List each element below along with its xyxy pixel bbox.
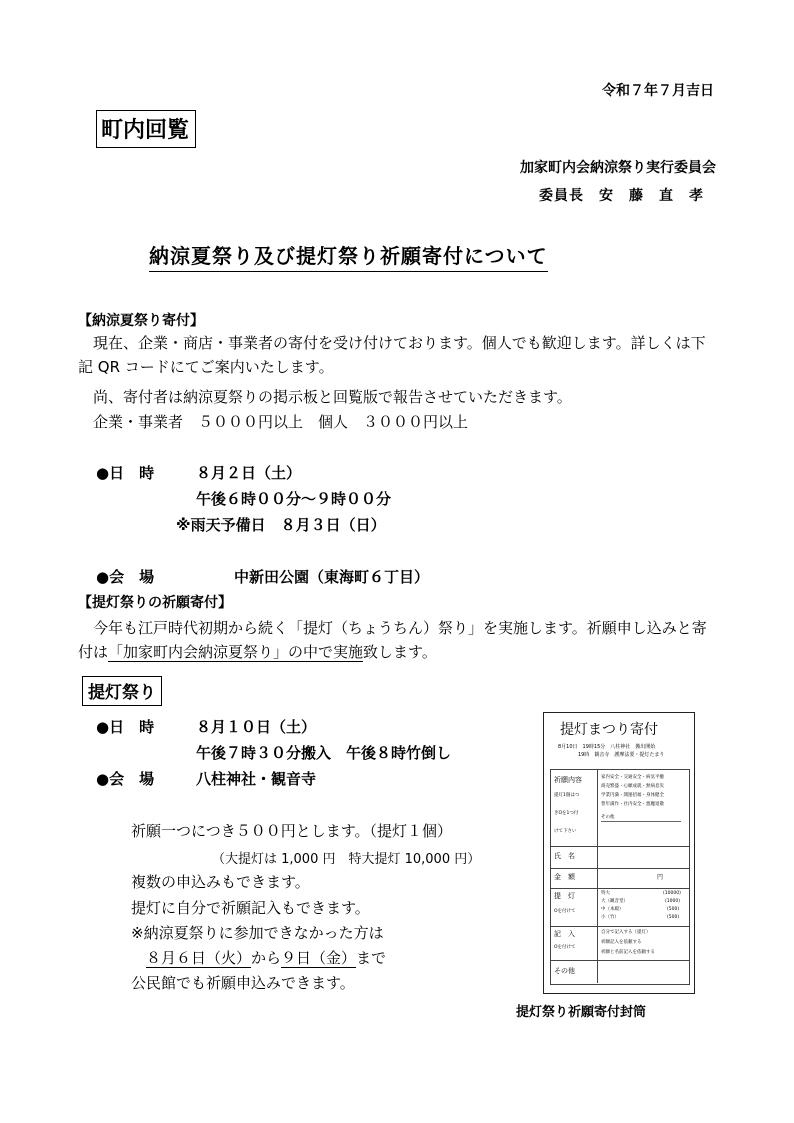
envelope-wish-other: その他	[601, 814, 681, 822]
envelope-amount-label: 金 額	[554, 873, 575, 881]
section1-heading: 【納涼夏祭り寄付】	[78, 313, 204, 329]
donation-envelope-image	[543, 712, 695, 994]
envelope-write-label: 記 入	[554, 930, 575, 938]
info-large-price: （大提灯は 1,000 円 特大提灯 10,000 円）	[212, 852, 481, 867]
envelope-wish-opts3: 学業円満・開運招福・身体健全	[601, 793, 664, 798]
info-price: 祈願一つにつき５００円とします。（提灯１個）	[131, 822, 453, 840]
info-self-write: 提灯に自分で祈願記入もできます。	[131, 899, 370, 917]
section1-venue-value: 中新田公園（東海町６丁目）	[234, 568, 430, 586]
envelope-yen: 円	[657, 874, 664, 881]
envelope-wish-note3: けて下さい	[554, 829, 577, 834]
envelope-write-3: 祈願と名前記入を依頼する	[601, 950, 655, 955]
circular-label: 町内回覧	[96, 110, 196, 148]
envelope-lantern-1-value: (10000)	[663, 891, 681, 896]
envelope-wish-note1: 提灯1個はつ	[554, 793, 580, 798]
section1-venue-label: ●会 場	[96, 568, 155, 586]
section2-date-value: ８月１０日（土）	[196, 718, 317, 736]
info-multiple: 複数の申込みもできます。	[131, 873, 310, 891]
envelope-wish-opts1: 家内安全・交通安全・病気平癒	[601, 775, 664, 780]
envelope-lantern-2: 大（観音堂）	[601, 899, 628, 904]
section2-paragraph	[78, 616, 718, 664]
envelope-other-row	[551, 960, 689, 983]
envelope-amount-row	[551, 868, 689, 889]
envelope-name-label: 氏 名	[554, 852, 575, 860]
section1-para1: 現在、企業・商店・事業者の寄付を受け付けております。個人でも歓迎します。詳しくは下記 QR コードにてご案内いたします。	[78, 334, 706, 376]
envelope-schedule-1: 8月10日 19時15分 八柱神社 搬出開始	[558, 744, 656, 750]
envelope-lantern-3-value: (500)	[667, 907, 680, 912]
envelope-lantern-4: 小（竹）	[601, 915, 619, 920]
envelope-wish-note2: きOを1つ付	[554, 811, 579, 816]
section1-rain-date: ※雨天予備日 ８月３日（日）	[176, 516, 386, 534]
issue-date: 令和７年７月吉日	[602, 83, 714, 99]
envelope-write-note: Oを付けて	[554, 945, 576, 950]
info-period-start: ８月６日（火）	[146, 949, 252, 967]
info-community-hall: 公民館でも祈願申込みできます。	[131, 974, 355, 992]
envelope-schedule-2: 19時 観音寺 護摩法要・提灯たまり	[578, 752, 665, 758]
page-title: 納涼夏祭り及び提灯祭り祈願寄付について	[149, 240, 548, 272]
envelope-form	[550, 769, 690, 985]
info-period-end: ９日（金）	[281, 949, 357, 967]
envelope-lantern-2-value: (1000)	[665, 899, 680, 904]
section2-time-value: 午後７時３０分搬入 午後８時竹倒し	[196, 744, 452, 762]
section1-date-label: ●日 時	[96, 464, 155, 482]
section2-para-c: 致します。	[363, 643, 437, 661]
lantern-festival-label: 提灯祭り	[82, 676, 162, 706]
envelope-write-2: 祈願記入を依頼する	[601, 940, 642, 945]
envelope-lantern-label: 提 灯	[554, 892, 575, 900]
section2-para-a: 今年も江戸時代初期から続く「提灯（ちょうちん）祭り」を実施します。祈願申し込みと寄付は	[78, 619, 707, 661]
section2-para-b: 「加家町内会納涼夏祭り」の中で実施	[108, 643, 364, 661]
envelope-lantern-note: Oを付けて	[554, 909, 576, 914]
envelope-lantern-4-value: (500)	[667, 915, 680, 920]
section1-amounts: 企業・事業者 ５０００円以上 個人 ３０００円以上	[78, 413, 469, 431]
envelope-lantern-3: 中（本殿）	[601, 907, 624, 912]
section1-para2: 尚、寄付者は納涼夏祭りの掲示板と回覧版で報告させていただきます。	[78, 388, 572, 406]
info-absent: ※納涼夏祭りに参加できなかった方は	[131, 924, 384, 942]
envelope-lantern-1: 特大	[601, 891, 610, 896]
envelope-write-row	[551, 926, 689, 961]
info-period-until: まで	[356, 949, 387, 967]
envelope-wish-label: 祈願内容	[554, 776, 582, 784]
section1-time-value: 午後６時００分～９時００分	[196, 490, 392, 508]
envelope-wish-opts4: 豊年満作・社内安全・悪魔退散	[601, 802, 664, 807]
chairman-name: 委員長 安 藤 直 孝	[539, 188, 704, 204]
envelope-wish-row	[551, 770, 689, 847]
section2-heading: 【提灯祭りの祈願寄付】	[78, 595, 232, 611]
envelope-title: 提灯まつり寄付	[560, 722, 658, 738]
info-period	[146, 947, 386, 968]
info-period-from: から	[251, 949, 282, 967]
organization-name: 加家町内会納涼祭り実行委員会	[520, 160, 716, 176]
envelope-schedule	[558, 743, 664, 759]
envelope-lantern-row	[551, 888, 689, 927]
envelope-other-label: その他	[554, 967, 575, 975]
section2-date-label: ●日 時	[96, 718, 155, 736]
envelope-caption: 提灯祭り祈願寄付封筒	[516, 1005, 647, 1020]
envelope-wish-opts2: 商売繁盛・心願成就・無病息災	[601, 784, 664, 789]
section1-date-value: ８月２日（土）	[196, 464, 302, 482]
envelope-name-row	[551, 846, 689, 869]
envelope-write-1: 自分で記入する（提灯）	[601, 930, 651, 935]
section2-venue-value: 八柱神社・観音寺	[196, 770, 317, 788]
section2-venue-label: ●会 場	[96, 770, 155, 788]
